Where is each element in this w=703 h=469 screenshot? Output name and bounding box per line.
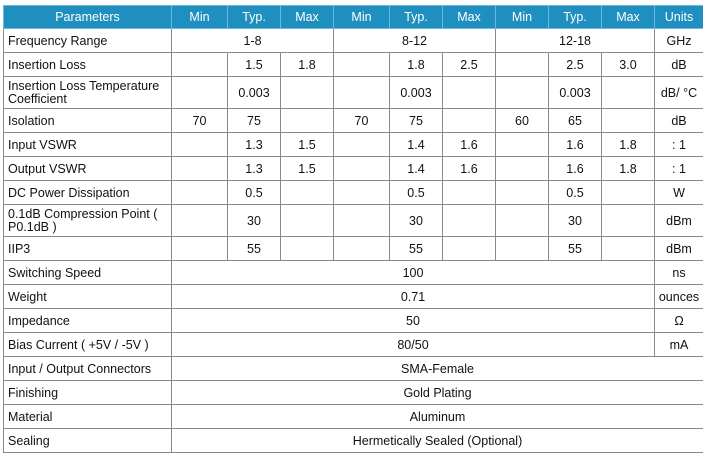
table-row	[4, 157, 703, 181]
value-cell: 30	[549, 205, 602, 237]
value-cell	[602, 237, 655, 261]
value-cell	[334, 53, 390, 77]
value-cell	[281, 181, 334, 205]
value-cell	[443, 181, 496, 205]
value-cell: 1.6	[443, 157, 496, 181]
band-value: 8-12	[334, 29, 496, 53]
band-value: 1-8	[172, 29, 334, 53]
value-cell: 1.3	[228, 157, 281, 181]
value-cell: 1.8	[281, 53, 334, 77]
value-cell	[334, 181, 390, 205]
common-value: Gold Plating	[172, 381, 703, 405]
value-cell	[496, 133, 549, 157]
param-label: Material	[4, 405, 172, 429]
value-cell: 75	[228, 109, 281, 133]
value-cell: 0.003	[549, 77, 602, 109]
param-label: Sealing	[4, 429, 172, 453]
value-cell: 1.5	[228, 53, 281, 77]
value-cell	[443, 109, 496, 133]
value-cell	[281, 237, 334, 261]
value-cell: 0.003	[228, 77, 281, 109]
unit-cell: GHz	[655, 29, 703, 53]
value-cell	[334, 205, 390, 237]
param-label: Input VSWR	[4, 133, 172, 157]
value-cell: 60	[496, 109, 549, 133]
value-cell	[496, 53, 549, 77]
value-cell: 1.6	[549, 133, 602, 157]
value-cell: 1.3	[228, 133, 281, 157]
value-cell: 1.4	[390, 157, 443, 181]
header-typ: Typ.	[228, 6, 281, 29]
value-cell: 1.8	[602, 157, 655, 181]
unit-cell: dB/ °C	[655, 77, 703, 109]
table-row	[4, 133, 703, 157]
header-max: Max	[443, 6, 496, 29]
table-row	[4, 381, 703, 405]
value-cell	[172, 237, 228, 261]
value-cell: 1.8	[390, 53, 443, 77]
spec-table	[3, 5, 703, 453]
value-cell	[334, 237, 390, 261]
param-label: Finishing	[4, 381, 172, 405]
common-value: Hermetically Sealed (Optional)	[172, 429, 703, 453]
common-value: SMA-Female	[172, 357, 703, 381]
table-row	[4, 181, 703, 205]
value-cell: 1.8	[602, 133, 655, 157]
value-cell	[496, 157, 549, 181]
value-cell: 1.6	[443, 133, 496, 157]
value-cell	[443, 205, 496, 237]
value-cell: 65	[549, 109, 602, 133]
header-min: Min	[172, 6, 228, 29]
value-cell	[443, 237, 496, 261]
value-cell: 1.4	[390, 133, 443, 157]
param-label: Frequency Range	[4, 29, 172, 53]
header-min: Min	[496, 6, 549, 29]
table-row	[4, 333, 703, 357]
value-cell	[496, 77, 549, 109]
value-cell: 30	[228, 205, 281, 237]
value-cell: 1.6	[549, 157, 602, 181]
value-cell: 2.5	[443, 53, 496, 77]
unit-cell: : 1	[655, 157, 703, 181]
value-cell	[334, 77, 390, 109]
value-cell: 0.003	[390, 77, 443, 109]
value-cell: 0.5	[549, 181, 602, 205]
value-cell: 55	[228, 237, 281, 261]
header-typ: Typ.	[390, 6, 443, 29]
table-row	[4, 309, 703, 333]
common-value: Aluminum	[172, 405, 703, 429]
value-cell	[443, 77, 496, 109]
table-row	[4, 357, 703, 381]
table-row	[4, 405, 703, 429]
value-cell	[172, 133, 228, 157]
value-cell	[496, 205, 549, 237]
header-typ: Typ.	[549, 6, 602, 29]
value-cell	[172, 181, 228, 205]
param-label: IIP3	[4, 237, 172, 261]
value-cell	[602, 181, 655, 205]
value-cell	[172, 53, 228, 77]
unit-cell: W	[655, 181, 703, 205]
value-cell: 1.5	[281, 157, 334, 181]
value-cell	[602, 109, 655, 133]
unit-cell: mA	[655, 333, 703, 357]
table-row	[4, 29, 703, 53]
param-label: Isolation	[4, 109, 172, 133]
value-cell	[172, 157, 228, 181]
value-cell: 0.5	[390, 181, 443, 205]
common-value: 0.71	[172, 285, 655, 309]
value-cell	[172, 205, 228, 237]
table-row	[4, 285, 703, 309]
common-value: 50	[172, 309, 655, 333]
value-cell: 70	[334, 109, 390, 133]
value-cell: 2.5	[549, 53, 602, 77]
unit-cell: dBm	[655, 205, 703, 237]
param-label: Bias Current ( +5V / -5V )	[4, 333, 172, 357]
value-cell	[602, 205, 655, 237]
value-cell	[496, 181, 549, 205]
value-cell: 3.0	[602, 53, 655, 77]
value-cell	[281, 205, 334, 237]
unit-cell: dB	[655, 109, 703, 133]
value-cell: 0.5	[228, 181, 281, 205]
header-row	[4, 6, 703, 29]
param-label: Switching Speed	[4, 261, 172, 285]
param-label: Insertion Loss	[4, 53, 172, 77]
value-cell	[172, 77, 228, 109]
value-cell: 1.5	[281, 133, 334, 157]
unit-cell: dB	[655, 53, 703, 77]
value-cell	[281, 77, 334, 109]
unit-cell: dBm	[655, 237, 703, 261]
header-min: Min	[334, 6, 390, 29]
value-cell: 75	[390, 109, 443, 133]
param-label: Impedance	[4, 309, 172, 333]
table-row	[4, 53, 703, 77]
unit-cell: Ω	[655, 309, 703, 333]
table-row	[4, 237, 703, 261]
value-cell: 55	[390, 237, 443, 261]
value-cell	[281, 109, 334, 133]
param-label: Insertion Loss Temperature Coefficient	[4, 77, 172, 109]
value-cell	[334, 157, 390, 181]
param-label: Output VSWR	[4, 157, 172, 181]
table-row	[4, 109, 703, 133]
unit-cell: ns	[655, 261, 703, 285]
value-cell: 30	[390, 205, 443, 237]
table-row	[4, 77, 703, 109]
param-label: DC Power Dissipation	[4, 181, 172, 205]
value-cell: 70	[172, 109, 228, 133]
table-row	[4, 261, 703, 285]
value-cell: 55	[549, 237, 602, 261]
header-max: Max	[602, 6, 655, 29]
header-units: Units	[655, 6, 703, 29]
table-row	[4, 429, 703, 453]
param-label: Weight	[4, 285, 172, 309]
value-cell	[496, 237, 549, 261]
unit-cell: ounces	[655, 285, 703, 309]
header-parameters: Parameters	[4, 6, 172, 29]
band-value: 12-18	[496, 29, 655, 53]
header-max: Max	[281, 6, 334, 29]
table-row	[4, 205, 703, 237]
value-cell	[334, 133, 390, 157]
value-cell	[602, 77, 655, 109]
param-label: 0.1dB Compression Point ( P0.1dB )	[4, 205, 172, 237]
common-value: 100	[172, 261, 655, 285]
common-value: 80/50	[172, 333, 655, 357]
param-label: Input / Output Connectors	[4, 357, 172, 381]
unit-cell: : 1	[655, 133, 703, 157]
